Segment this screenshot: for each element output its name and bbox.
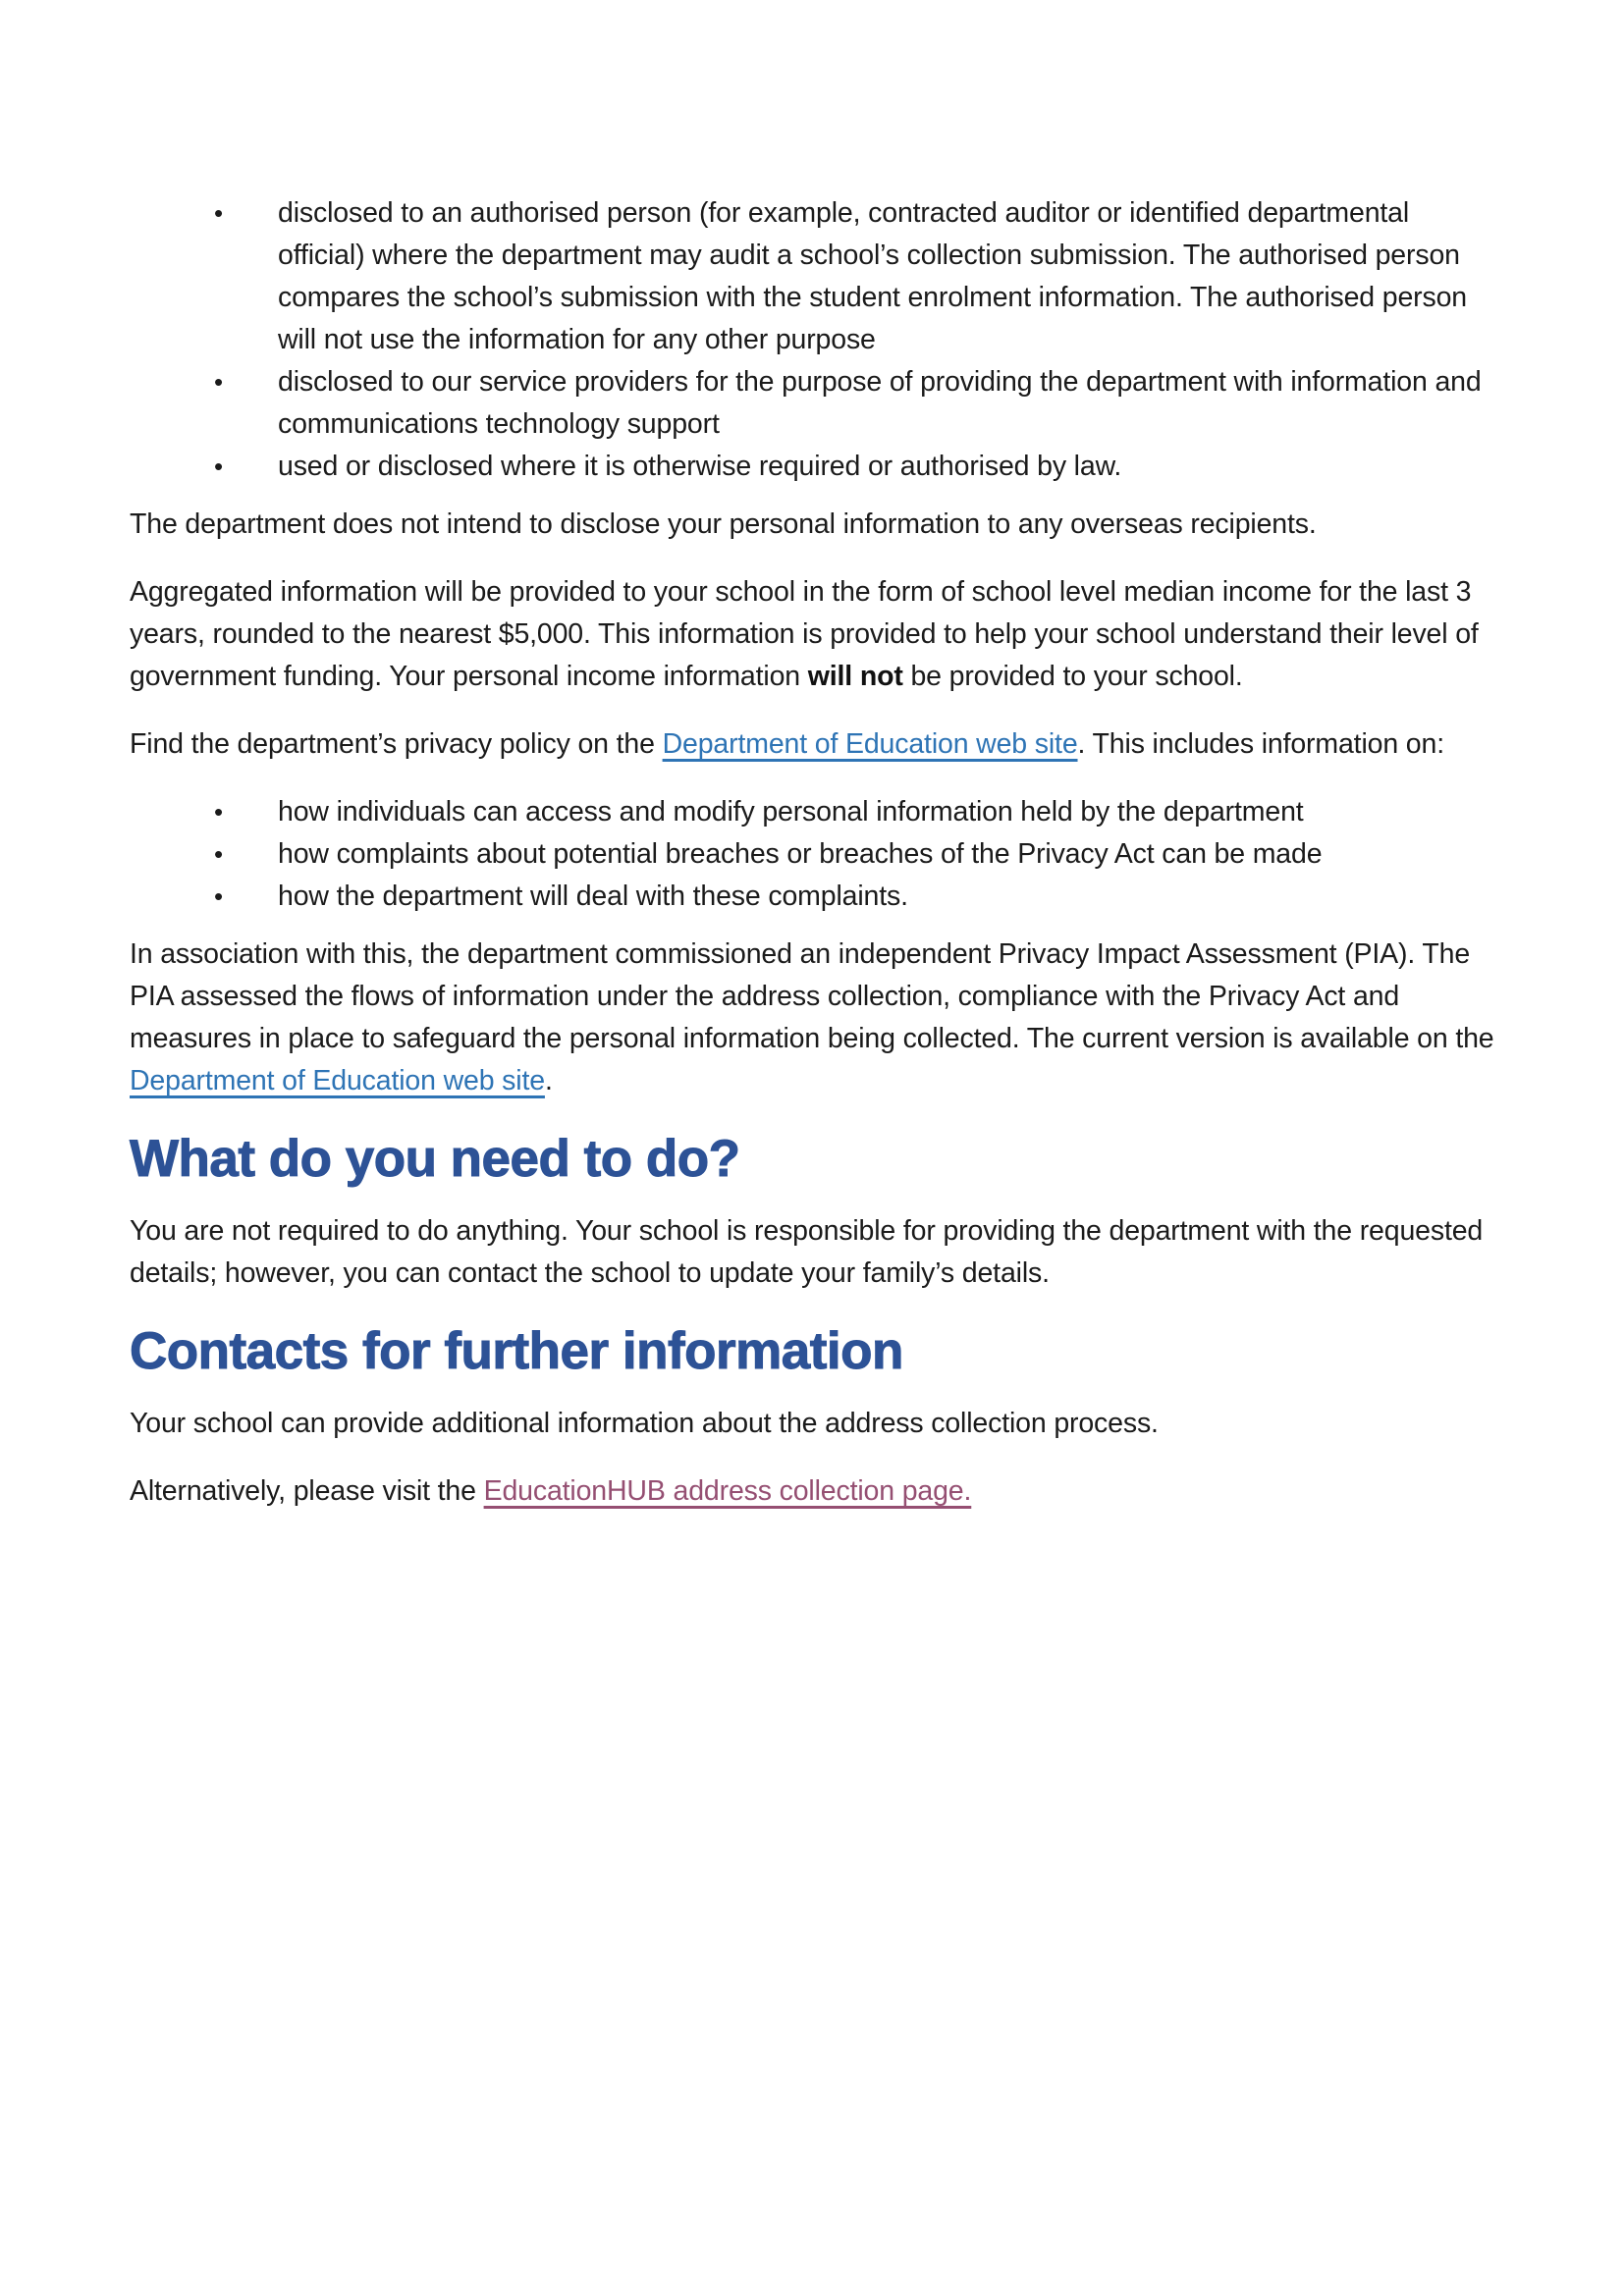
paragraph-aggregated: [130, 571, 1502, 698]
bullet-icon: •: [214, 367, 223, 397]
list-item-text: how individuals can access and modify personal information held by the department: [278, 796, 1304, 828]
list-item-text: disclosed to an authorised person (for example, contracted auditor or identified departmental official) where the department may audit a school’s collection submission. The authorised person compares the school’s submission with the student enrolment information. The authorised person will not use the information for any other purpose: [278, 197, 1468, 355]
paragraph-text: be provided to your school.: [902, 661, 1243, 692]
list-item-text: used or disclosed where it is otherwise required or authorised by law.: [278, 451, 1122, 482]
list-item-text: how complaints about potential breaches or breaches of the Privacy Act can be made: [278, 838, 1323, 870]
paragraph-text: Alternatively, please visit the: [130, 1475, 484, 1507]
paragraph-text: .: [544, 1065, 553, 1096]
paragraph-text: Find the department’s privacy policy on the: [130, 728, 663, 760]
paragraph-text: Aggregated information will be provided to your school in the form of school level median income for the last 3 years, rounded to the nearest $5,000. This information is provided to help your school understand their level of government funding. Your personal income information: [130, 576, 1479, 692]
paragraph-privacy-policy: [130, 723, 1502, 766]
list-item: [130, 361, 1502, 446]
list-item: [130, 192, 1502, 361]
paragraph-pia: [130, 934, 1502, 1102]
paragraph-not-required: You are not required to do anything. Your school is responsible for providing the department with the requested details; however, you can contact the school to update your family’s details.: [130, 1215, 1484, 1289]
heading-contacts-for-further-information: Contacts for further information: [130, 1322, 903, 1380]
bullet-icon: •: [214, 198, 223, 228]
list-item: [130, 833, 1502, 876]
bullet-icon: •: [214, 797, 223, 827]
paragraph-text: In association with this, the department commissioned an independent Privacy Impact Assessment (PIA). The PIA assessed the flows of information under the address collection, compliance with the Privacy Act and measures in place to safeguard the personal information being collected. The current version is available on the: [130, 938, 1494, 1054]
department-of-education-web-site-link[interactable]: Department of Education web site: [130, 1065, 545, 1096]
department-of-education-web-site-link[interactable]: Department of Education web site: [662, 728, 1078, 760]
list-item-text: disclosed to our service providers for the purpose of providing the department with information and communications technology support: [278, 366, 1482, 440]
privacy-info-bullet-list: [130, 791, 1502, 918]
bullet-icon: •: [214, 881, 223, 911]
list-item: [130, 446, 1502, 488]
list-item: [130, 791, 1502, 833]
bold-emphasis-text: will not: [807, 661, 903, 692]
bullet-icon: •: [214, 839, 223, 869]
paragraph-school-additional-info: Your school can provide additional information about the address collection process.: [130, 1408, 1159, 1439]
paragraph-alternatively: [130, 1470, 1502, 1513]
list-item: [130, 876, 1502, 918]
bullet-icon: •: [214, 452, 223, 481]
list-item-text: how the department will deal with these complaints.: [278, 881, 908, 912]
educationhub-address-collection-page-link[interactable]: EducationHUB address collection page.: [483, 1475, 972, 1507]
paragraph-text: . This includes information on:: [1077, 728, 1444, 760]
paragraph-overseas: The department does not intend to disclose your personal information to any overseas recipients.: [130, 508, 1317, 540]
disclosure-bullet-list: [130, 192, 1502, 488]
heading-what-do-you-need-to-do: What do you need to do?: [130, 1130, 740, 1188]
